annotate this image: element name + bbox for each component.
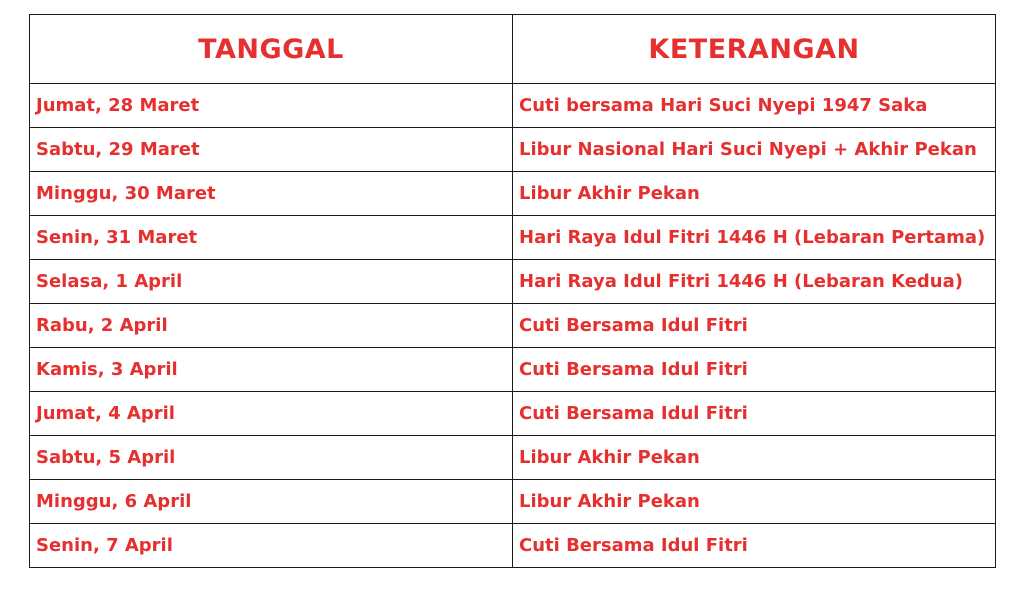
description-cell: Hari Raya Idul Fitri 1446 H (Lebaran Kedua) bbox=[513, 260, 996, 304]
description-cell: Cuti Bersama Idul Fitri bbox=[513, 348, 996, 392]
date-cell: Jumat, 28 Maret bbox=[30, 84, 513, 128]
table-header bbox=[30, 15, 996, 84]
header-keterangan: KETERANGAN bbox=[513, 15, 996, 84]
date-cell: Rabu, 2 April bbox=[30, 304, 513, 348]
table-row bbox=[30, 348, 996, 392]
table-row bbox=[30, 128, 996, 172]
description-cell: Cuti bersama Hari Suci Nyepi 1947 Saka bbox=[513, 84, 996, 128]
date-cell: Jumat, 4 April bbox=[30, 392, 513, 436]
header-tanggal: TANGGAL bbox=[30, 15, 513, 84]
date-cell: Sabtu, 5 April bbox=[30, 436, 513, 480]
table-body bbox=[30, 84, 996, 568]
date-cell: Senin, 7 April bbox=[30, 524, 513, 568]
date-cell: Senin, 31 Maret bbox=[30, 216, 513, 260]
table-row bbox=[30, 392, 996, 436]
description-cell: Libur Akhir Pekan bbox=[513, 480, 996, 524]
description-cell: Libur Akhir Pekan bbox=[513, 436, 996, 480]
description-cell: Libur Nasional Hari Suci Nyepi + Akhir Pekan bbox=[513, 128, 996, 172]
date-cell: Minggu, 6 April bbox=[30, 480, 513, 524]
table-row bbox=[30, 524, 996, 568]
table-row bbox=[30, 172, 996, 216]
table-row bbox=[30, 216, 996, 260]
description-cell: Cuti Bersama Idul Fitri bbox=[513, 304, 996, 348]
holiday-table bbox=[29, 14, 996, 568]
table-row bbox=[30, 84, 996, 128]
table-row bbox=[30, 436, 996, 480]
description-cell: Hari Raya Idul Fitri 1446 H (Lebaran Pertama) bbox=[513, 216, 996, 260]
description-cell: Libur Akhir Pekan bbox=[513, 172, 996, 216]
holiday-table-container bbox=[29, 14, 995, 568]
table-row bbox=[30, 480, 996, 524]
description-cell: Cuti Bersama Idul Fitri bbox=[513, 524, 996, 568]
date-cell: Sabtu, 29 Maret bbox=[30, 128, 513, 172]
header-row bbox=[30, 15, 996, 84]
description-cell: Cuti Bersama Idul Fitri bbox=[513, 392, 996, 436]
table-row bbox=[30, 260, 996, 304]
date-cell: Minggu, 30 Maret bbox=[30, 172, 513, 216]
table-row bbox=[30, 304, 996, 348]
date-cell: Kamis, 3 April bbox=[30, 348, 513, 392]
date-cell: Selasa, 1 April bbox=[30, 260, 513, 304]
